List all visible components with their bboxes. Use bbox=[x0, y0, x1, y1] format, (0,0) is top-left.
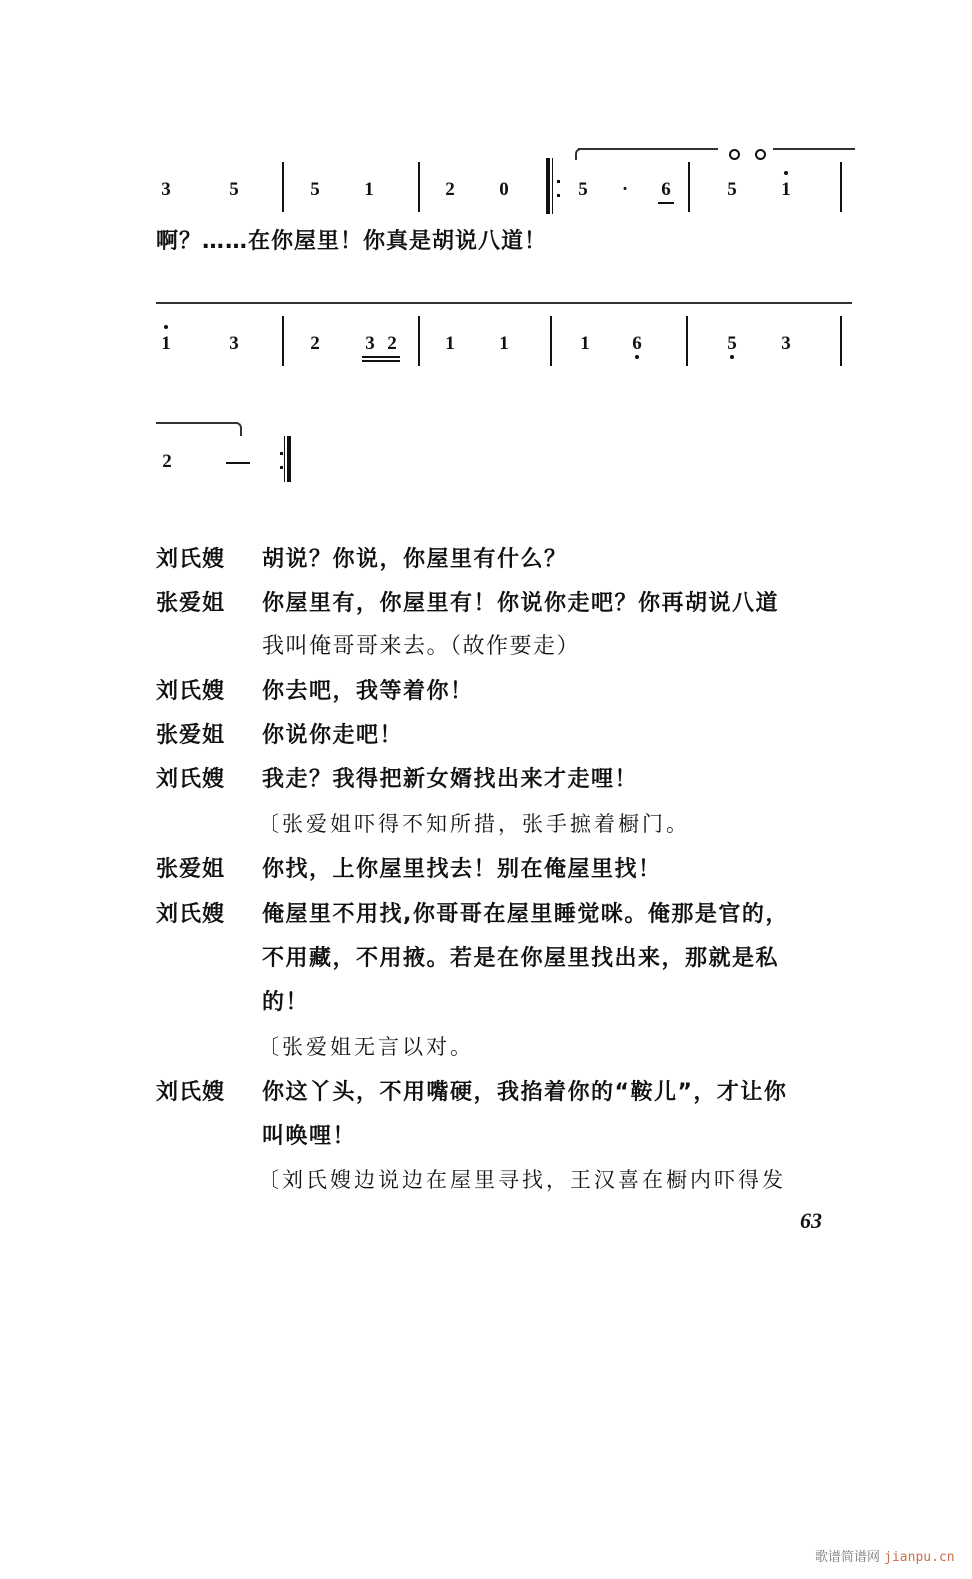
note: 3 bbox=[229, 333, 239, 354]
stage-direction: 〔张爱姐无言以对。 bbox=[258, 1035, 474, 1059]
dialogue-line: 你说你走吧！ bbox=[262, 723, 404, 748]
bar-line bbox=[418, 162, 420, 212]
augmentation-dot: · bbox=[621, 179, 629, 200]
note-high bbox=[156, 334, 176, 354]
note: 2 bbox=[162, 451, 172, 472]
speaker-name: 刘氏嫂 bbox=[156, 547, 226, 572]
speaker-name: 刘氏嫂 bbox=[156, 767, 226, 792]
end-repeat-dot bbox=[280, 452, 283, 455]
dialogue-line: 我走？我得把新女婿找出来才走哩！ bbox=[262, 767, 639, 792]
repeat-dot bbox=[557, 180, 560, 183]
note: 1 bbox=[445, 333, 455, 354]
end-repeat-dot bbox=[280, 466, 283, 469]
note-underlined bbox=[382, 334, 402, 354]
speaker-name: 刘氏嫂 bbox=[156, 679, 226, 704]
fermata-mark bbox=[755, 149, 766, 160]
slur-hook bbox=[575, 148, 583, 160]
note: 5 bbox=[310, 179, 320, 200]
bar-line bbox=[688, 162, 690, 212]
note: 5 bbox=[229, 179, 239, 200]
bar-line bbox=[282, 162, 284, 212]
note-digit: 1 bbox=[781, 179, 791, 200]
watermark-domain: jianpu.cn bbox=[884, 1550, 955, 1565]
dialogue-line: 你去吧，我等着你！ bbox=[262, 679, 474, 704]
page-number: 63 bbox=[800, 1208, 822, 1233]
dialogue-line: 不用藏，不用掖。若是在你屋里找出来，那就是私 bbox=[262, 946, 780, 971]
repeat-bar-thin bbox=[552, 158, 553, 214]
fermata-mark bbox=[729, 149, 740, 160]
bar-line bbox=[282, 316, 284, 366]
note-digit: 5 bbox=[727, 333, 737, 354]
speaker-name: 刘氏嫂 bbox=[156, 902, 226, 927]
note: 2 bbox=[310, 333, 320, 354]
bar-line bbox=[686, 316, 688, 366]
slur-line bbox=[156, 422, 238, 424]
slur-line bbox=[578, 148, 718, 150]
note: 1 bbox=[364, 179, 374, 200]
speaker-name: 张爱姐 bbox=[156, 591, 226, 616]
bar-line bbox=[418, 316, 420, 366]
dialogue-line: 我叫俺哥哥来去。（故作要走） bbox=[262, 634, 581, 659]
speaker-name: 刘氏嫂 bbox=[156, 1080, 226, 1105]
note: 3 bbox=[161, 179, 171, 200]
dialogue-line: 你这丫头，不用嘴硬，我掐着你的“鞍儿”，才让你 bbox=[262, 1080, 788, 1105]
repeat-bar-thick bbox=[546, 158, 550, 214]
note: 1 bbox=[580, 333, 590, 354]
note-underlined bbox=[360, 334, 380, 354]
note-low bbox=[627, 334, 647, 354]
note-digit: 6 bbox=[632, 333, 642, 354]
note-high bbox=[776, 180, 796, 200]
note: 5 bbox=[727, 179, 737, 200]
bar-line bbox=[840, 316, 842, 366]
note-low bbox=[722, 334, 742, 354]
note-underlined bbox=[656, 180, 676, 200]
slur-line bbox=[156, 302, 852, 304]
note: 2 bbox=[445, 179, 455, 200]
watermark-text: 歌谱简谱网 bbox=[815, 1550, 881, 1565]
slur-line bbox=[773, 148, 855, 150]
stage-direction: 〔张爱姐吓得不知所措，张手摭着橱门。 bbox=[258, 812, 690, 836]
dialogue-line: 胡说？你说，你屋里有什么？ bbox=[262, 547, 568, 572]
note-digit: 3 bbox=[365, 333, 375, 354]
extension-dash bbox=[226, 462, 250, 464]
note-digit: 2 bbox=[387, 333, 397, 354]
note-digit: 6 bbox=[661, 179, 671, 200]
note-digit: 1 bbox=[161, 333, 171, 354]
watermark bbox=[815, 1546, 955, 1565]
slur-hook bbox=[234, 422, 242, 436]
speaker-name: 张爱姐 bbox=[156, 857, 226, 882]
stage-direction: 〔刘氏嫂边说边在屋里寻找，王汉喜在橱内吓得发 bbox=[258, 1168, 786, 1192]
dialogue-line: 的！ bbox=[262, 990, 310, 1015]
bar-line bbox=[840, 162, 842, 212]
lyric-line: 啊？……在你屋里！你真是胡说八道！ bbox=[156, 229, 548, 254]
dialogue-line: 俺屋里不用找,你哥哥在屋里睡觉咪。俺那是官的， bbox=[262, 902, 789, 927]
note: 1 bbox=[499, 333, 509, 354]
dialogue-line: 你屋里有，你屋里有！你说你走吧？你再胡说八道 bbox=[262, 591, 780, 616]
final-bar-thick bbox=[287, 436, 291, 482]
note: 3 bbox=[781, 333, 791, 354]
note: 5 bbox=[578, 179, 588, 200]
final-bar-thin bbox=[284, 436, 285, 482]
dialogue-line: 你找，上你屋里找去！别在俺屋里找！ bbox=[262, 857, 662, 882]
note: 0 bbox=[499, 179, 509, 200]
dialogue-line: 叫唤哩！ bbox=[262, 1124, 357, 1149]
repeat-dot bbox=[557, 194, 560, 197]
speaker-name: 张爱姐 bbox=[156, 723, 226, 748]
bar-line bbox=[550, 316, 552, 366]
